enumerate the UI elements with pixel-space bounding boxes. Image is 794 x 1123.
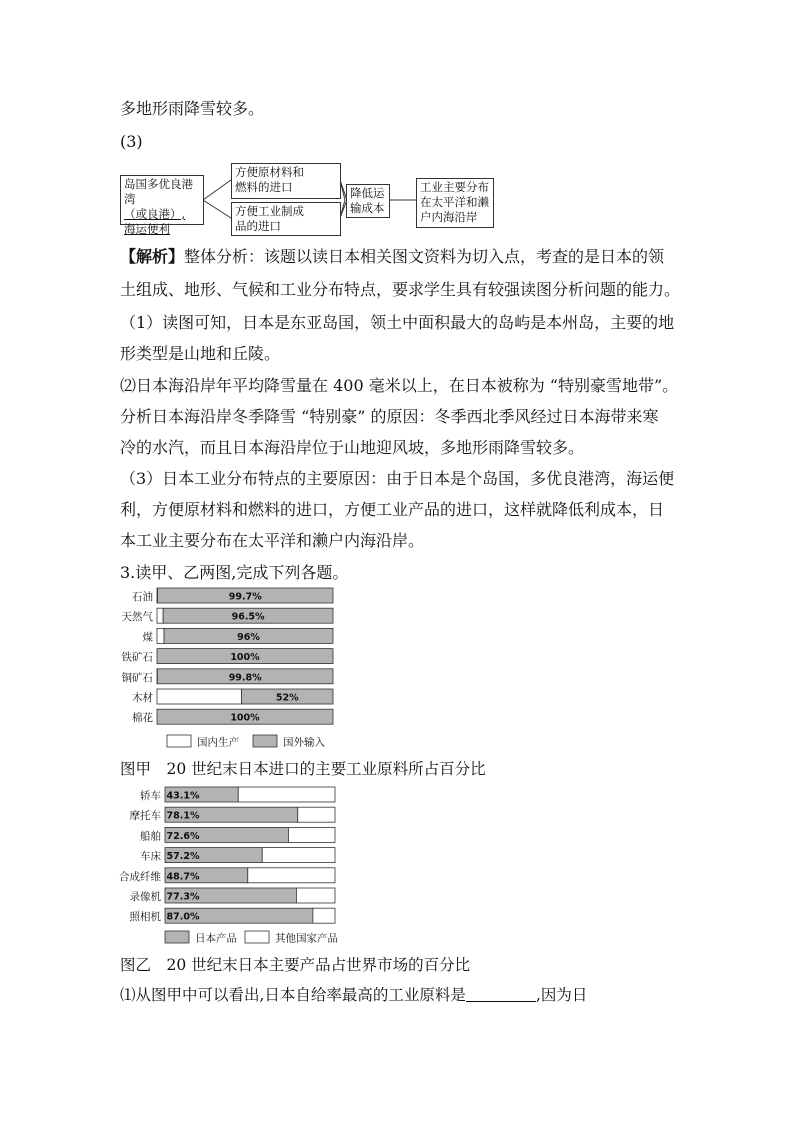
question-1 <box>120 984 587 1006</box>
text-line: （1）读图可知，日本是东亚岛国，领土中面积最大的岛屿是本州岛，主要的地 <box>120 313 675 332</box>
value-label: 96% <box>237 631 260 643</box>
flow-box-harbor: 岛国多优良港湾 （或良港）, 海运便利 <box>120 175 204 225</box>
bar-segment <box>157 628 164 643</box>
bar-segment <box>313 908 335 923</box>
legend-label: 日本产品 <box>195 932 237 945</box>
value-label: 100% <box>230 712 260 724</box>
value-label: 43.1% <box>166 790 200 802</box>
legend-swatch <box>165 931 189 943</box>
value-label: 78.1% <box>166 810 200 822</box>
category-label: 棉花 <box>132 712 153 725</box>
value-label: 99.8% <box>228 672 262 684</box>
flow-box-products: 方便工业制成 品的进口 <box>231 202 341 236</box>
text-line: 土组成、地形、气候和工业分布特点，要求学生具有较强读图分析问题的能力。 <box>120 280 681 299</box>
value-label: 72.6% <box>166 830 200 842</box>
legend-label: 其他国家产品 <box>275 932 338 945</box>
question-1-tail: ,因为日 <box>535 986 588 1004</box>
text-line: 冷的水汽，而且日本海沿岸位于山地迎风坡，多地形雨降雪较多。 <box>120 438 585 457</box>
text-line: ⑵日本海沿岸年平均降雪量在 400 毫米以上，在日本被称为 “特别豪雪地带”。 <box>120 376 679 395</box>
value-label: 48.7% <box>166 871 200 883</box>
category-label: 木材 <box>132 692 153 704</box>
figure-jia-caption: 图甲 20 世纪末日本进口的主要工业原料所占百分比 <box>120 760 486 778</box>
text-line: 分析日本海沿岸冬季降雪 “特别豪” 的原因：冬季西北季风经过日本海带来寒 <box>120 407 659 426</box>
question-1-text: ⑴从图甲中可以看出,日本自给率最高的工业原料是 <box>120 986 466 1004</box>
value-label: 52% <box>275 692 299 704</box>
value-label: 57.2% <box>166 851 200 863</box>
value-label: 87.0% <box>166 911 200 923</box>
legend-label: 国外输入 <box>283 736 325 749</box>
category-label: 天然气 <box>121 611 153 624</box>
analysis-text: 整体分析：该题以读日本相关图文资料为切入点，考查的是日本的领 <box>184 247 665 266</box>
flow-box-distribution: 工业主要分布 在太平洋和濑 户内海沿岸 <box>416 178 494 228</box>
category-label: 合成纤维 <box>119 870 161 883</box>
legend-label: 国内生产 <box>197 736 239 749</box>
bar-segment <box>262 848 335 863</box>
flow-box-raw-materials: 方便原材料和 燃料的进口 <box>231 163 341 199</box>
value-label: 77.3% <box>166 891 200 903</box>
bar-segment <box>298 807 335 822</box>
value-label: 100% <box>230 652 260 664</box>
figure-yi-caption: 图乙 20 世纪末日本主要产品占世界市场的百分比 <box>120 956 471 974</box>
text-line: 本工业主要分布在太平洋和濑户内海沿岸。 <box>120 531 425 550</box>
value-label: 99.7% <box>228 591 262 603</box>
legend-swatch <box>245 931 269 943</box>
flow-box-cost: 降低运 输成本 <box>346 184 390 218</box>
bar-segment <box>248 868 335 883</box>
analysis-label: 【解析】 <box>120 247 185 266</box>
category-label: 轿车 <box>140 790 161 802</box>
text-line: 多地形雨降雪较多。 <box>120 99 265 118</box>
bar-segment <box>288 827 335 842</box>
text-line: 利，方便原材料和燃料的进口，方便工业产品的进口，这样就降低利成本，日 <box>120 500 665 519</box>
bar-segment <box>296 888 335 903</box>
question-3: 3.读甲、乙两图,完成下列各题。 <box>120 563 349 582</box>
category-label: 煤 <box>142 631 153 644</box>
category-label: 照相机 <box>129 911 161 924</box>
category-label: 铁矿石 <box>121 651 153 664</box>
bar-segment <box>157 689 241 704</box>
category-label: 车床 <box>140 850 161 863</box>
value-label: 96.5% <box>231 611 265 623</box>
bar-segment <box>157 608 163 623</box>
category-label: 石油 <box>132 591 153 603</box>
legend-swatch <box>167 735 191 747</box>
legend-swatch <box>253 735 277 747</box>
bar-segment <box>238 787 335 802</box>
answer-blank[interactable] <box>466 985 536 1002</box>
category-label: 摩托车 <box>129 810 161 823</box>
category-label: 录像机 <box>129 891 161 903</box>
category-label: 铜矿石 <box>121 671 153 684</box>
category-label: 船舶 <box>140 830 161 843</box>
text-line: （3）日本工业分布特点的主要原因：由于日本是个岛国，多优良港湾，海运便 <box>120 469 675 488</box>
subquestion-number: (3) <box>120 132 143 151</box>
text-line: 形类型是山地和丘陵。 <box>120 344 281 363</box>
